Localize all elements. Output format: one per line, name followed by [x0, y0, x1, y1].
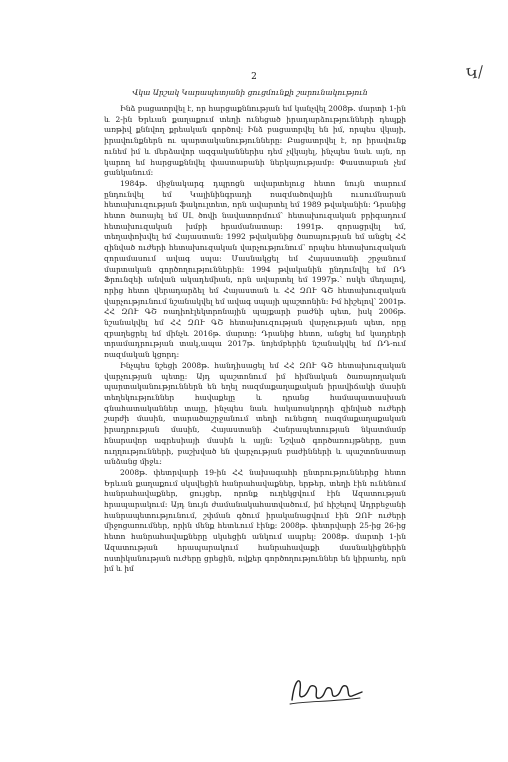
paragraph-1: Ինձ բացատրվել է, որ հարցաքննության եմ կանչվել 2008թ. մարտի 1-ին և 2-ին Երևան քաղաքում տեղի ունեցած իրադարձությունների դեպքի առթիվ քննվող քրեական գործով: Ինձ բացատրվել են իմ, որպես վկայի, իրավունքներն ու պարտականությունները: Բացատրվել է, որ իրավունք ունեմ իմ և մերձավոր ազգականներիս դեմ չվկայել, ինչպես նաև այն, որ կարող եմ հարցաքննվել փաստաբանի ներկայությամբ: Փաստաբան չեմ ցանկանում:: [104, 104, 406, 178]
paragraph-2: 1984թ. միջնակարգ դպրոցն ավարտելուց հետո նույն տարում ընդունվել եմ Կալինինգրադի ռազմածովային ուսումնարան հետախուզության ֆակուլտետ, որն ավարտել եմ 1989 թվականին: Դրանից հետո ծառայել եմ ՍԼ ծովի նավատորմում՝ հետախուզական բրիգադում հետախուզական խմբի հրամանատար: 1991թ. զորացրվել եմ, տեղափոխվել եմ Հայաստան: 1992 թվականից ծառայության եմ անցել ՀՀ զինված ուժերի հետախուզական վարչությունում՝ որպես հետախուզական զորամասում ավագ սպա: Մասնակցել եմ Հայաստանի շրջանում մարտական գործողություններին: 1994 թվականին ընդունվել եմ ՌԴ Ֆրունզեի անվան ակադեմիան, որն ավարտել եմ 1997թ.՝ ոսկե մեդալով, որից հետո վերադարձել եմ Հայաստան և ՀՀ ԶՈՒ ԳՇ հետախուզական վարչությունում նշանակվել եմ ավագ սպայի պաշտոնին: Իմ հիշելով՝ 2001թ. ՀՀ ԶՈՒ ԳՇ ռադիոէլեկտրոնային պայքարի բաժնի պետ, իսկ 2006թ. նշանակվել եմ ՀՀ ԶՈՒ ԳՇ հետախուզության վարչության պետ, որը զբաղեցրել եմ մինչև 2016թ. մարտը: Դրանից հետո, անցել եմ կադրերի տրամադրության տակ,ապա 2017թ. նոյեմբերին նշանակվել եմ ՌԴ-ում ռազմական կցորդ:: [104, 178, 406, 360]
paragraph-3: Ինչպես նշեցի 2008թ. հանդիսացել եմ ՀՀ ԶՈՒ ԳՇ հետախուզական վարչության պետը: Այդ պաշտոնում իմ հիմնական ծառայողական պարտականություններն են եղել ռազմաքաղաքական իրավիճակի մասին տեղեկություններ հավաքելը և դրանց համապատասխան գնահատականներ տալը, ինչպես նաև հակառակորդի զինված ուժերի շարժի մասին, տարածաշրջանում տեղի ունեցող ռազմաքաղաքական իրադրության մասին, Հայաստանի Հանրապետության նկատմամբ հնարավոր ագրեսիայի մասին և այլն: Նշված գործառույթները, ըստ ուղղությունների, բաշխված են վարչության բաժինների և պաշտոնատար անձանց միջև:: [104, 360, 406, 467]
paragraph-4: 2008թ. փետրվարի 19-ին ՀՀ նախագահի ընտրություններից հետո Երևան քաղաքում սկսվեցին հանրահավաքներ, երթեր, տեղի էին ունենում հանրահավաքներ, ցույցեր, որոնք ուղեկցվում էին Ազատության հրապարակում: Այդ նույն ժամանակահատվածում, իմ հիշելով Ադրբեջանի հանրապետությունում, շփման գծում իրականացվում էին ԶՈՒ ուժերի միջոցառումներ, որին մենք հետևում էինք: 2008թ. փետրվարի 25-ից 26-ից հետո հանրահավաքները սկսեցին անկում ապրել: 2008թ. մարտի 1-ին Ազատության հրապարակում հանրահավաքի մասնակիցներին ոստիկանության ուժերը ցրեցին, ովքեր գործողություններ են կիրառել, որն իմ և իմ: [104, 467, 406, 574]
handwritten-signature: [286, 674, 366, 708]
page-number: 2: [251, 72, 257, 82]
handwritten-corner-mark: Կ/: [464, 62, 485, 84]
document-header: Վկա Արշակ Կարապետյանի ցուցմունքի շարունակություն: [132, 88, 368, 97]
document-body: [104, 104, 406, 575]
